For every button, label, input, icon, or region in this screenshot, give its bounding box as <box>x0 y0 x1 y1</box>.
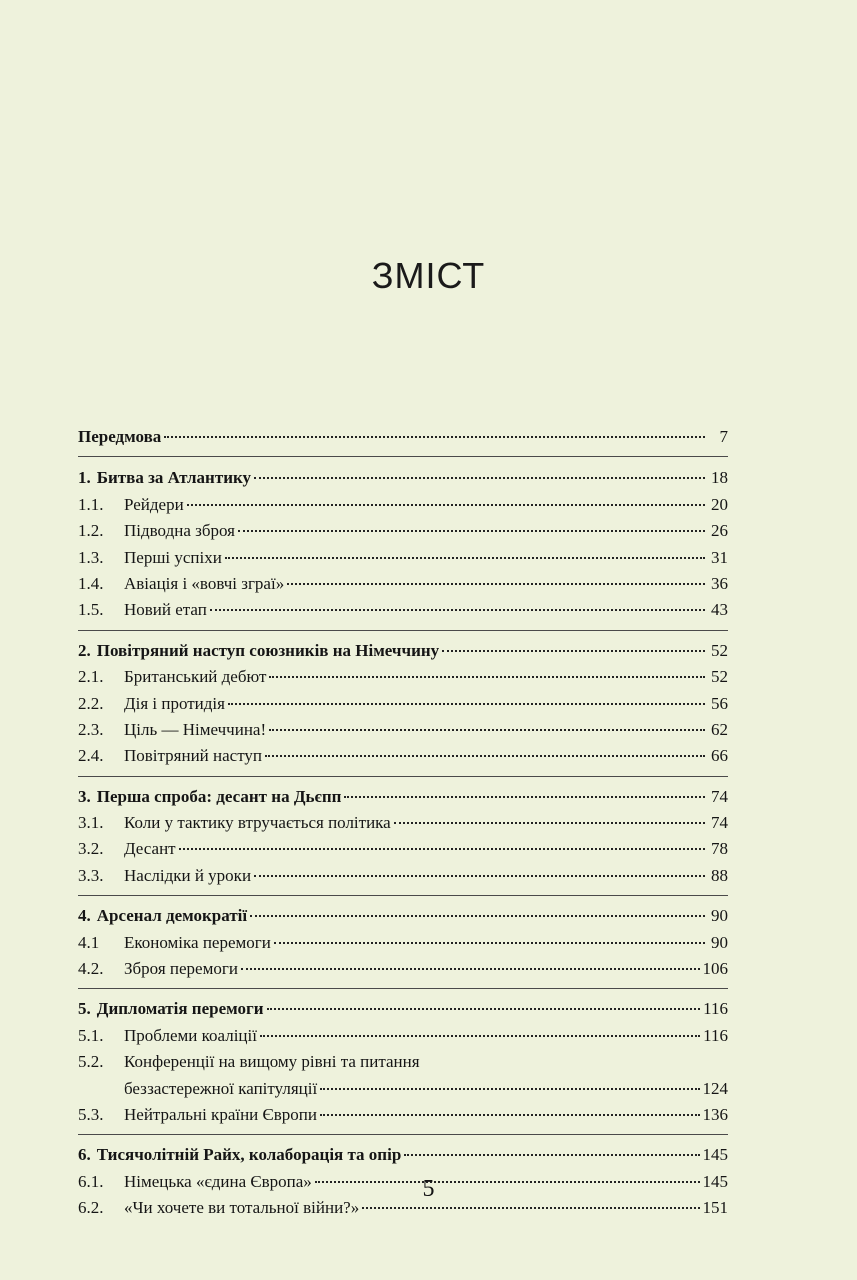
toc-group <box>78 424 728 457</box>
entry-page-number: 106 <box>702 959 728 979</box>
dot-leader <box>269 676 705 678</box>
entry-page-number: 116 <box>703 999 728 1019</box>
entry-title: Передмова <box>78 427 162 446</box>
entry-title: Коли у тактику втручається політика <box>124 813 391 833</box>
entry-page-number: 90 <box>711 932 728 952</box>
entry-page-number: 136 <box>702 1104 728 1124</box>
entry-number: 2.4. <box>78 746 104 766</box>
entry-number: 1.5. <box>78 600 104 620</box>
dot-leader <box>394 822 705 824</box>
entry-page-number: 7 <box>719 427 728 446</box>
dot-leader <box>241 968 700 970</box>
dot-leader <box>404 1154 699 1156</box>
entry-page-number: 56 <box>711 693 728 713</box>
toc-chapter-entry[interactable] <box>78 996 728 1022</box>
entry-title: Новий етап <box>124 600 207 620</box>
dot-leader <box>254 875 705 877</box>
entry-number: 5. <box>78 999 91 1019</box>
toc-section-entry[interactable] <box>78 518 728 544</box>
entry-title: Дипломатія перемоги <box>96 999 264 1019</box>
toc-chapter-entry[interactable] <box>78 1142 728 1168</box>
dot-leader <box>250 915 705 917</box>
entry-number: 5.2. <box>78 1052 104 1072</box>
dot-leader <box>320 1114 700 1116</box>
dot-leader <box>210 609 705 611</box>
dot-leader <box>260 1035 700 1037</box>
entry-page-number: 20 <box>711 494 728 514</box>
entry-title: Підводна зброя <box>124 521 235 541</box>
dot-leader <box>362 1207 699 1209</box>
entry-page-number: 74 <box>711 813 728 833</box>
entry-page-number: 52 <box>711 640 728 660</box>
toc-group <box>78 996 728 1135</box>
dot-leader <box>442 650 705 652</box>
toc-section-entry[interactable] <box>78 597 728 623</box>
entry-title: Перші успіхи <box>124 547 222 567</box>
dot-leader <box>187 504 705 506</box>
bleed-through-text <box>70 100 750 192</box>
entry-title: Ціль — Німеччина! <box>124 719 267 739</box>
toc-group <box>78 638 728 777</box>
dot-leader <box>225 557 705 559</box>
toc-section-entry[interactable] <box>78 930 728 956</box>
entry-page-number: 116 <box>703 1025 728 1045</box>
entry-title: Проблеми коаліції <box>124 1025 257 1045</box>
entry-number: 6.1. <box>78 1171 104 1191</box>
toc-section-entry[interactable] <box>78 571 728 597</box>
entry-number: 4.1 <box>78 932 100 952</box>
dot-leader <box>320 1088 699 1090</box>
entry-number: 1.2. <box>78 521 104 541</box>
dot-leader <box>267 1008 701 1010</box>
dot-leader <box>228 703 705 705</box>
entry-title: Німецька «єдина Європа» <box>124 1171 312 1191</box>
entry-page-number: 74 <box>711 786 728 806</box>
toc-section-entry[interactable] <box>78 810 728 836</box>
toc-chapter-entry[interactable] <box>78 465 728 491</box>
entry-title: Авіація і «вовчі зграї» <box>124 573 285 593</box>
entry-title: Зброя перемоги <box>124 959 238 979</box>
entry-page-number: 26 <box>711 521 728 541</box>
entry-page-number: 88 <box>711 865 728 885</box>
entry-number: 5.3. <box>78 1104 104 1124</box>
entry-number: 1.4. <box>78 573 104 593</box>
entry-page-number: 66 <box>711 746 728 766</box>
entry-page-number: 145 <box>702 1171 728 1191</box>
toc-section-entry[interactable] <box>78 1102 728 1128</box>
toc-section-entry[interactable] <box>78 717 728 743</box>
table-of-contents <box>78 424 728 1235</box>
entry-title: Конференції на вищому рівні та питання <box>124 1052 420 1072</box>
entry-page-number: 43 <box>711 600 728 620</box>
toc-section-entry[interactable] <box>78 863 728 889</box>
entry-page-number: 90 <box>711 906 728 926</box>
entry-title: Дія і протидія <box>124 693 225 713</box>
toc-section-entry[interactable] <box>78 691 728 717</box>
entry-title: Тисячолітній Райх, колаборація та опір <box>96 1145 402 1165</box>
entry-number: 2.2. <box>78 693 104 713</box>
entry-number: 3. <box>78 786 91 806</box>
entry-page-number: 78 <box>711 839 728 859</box>
entry-title: Битва за Атлантику <box>96 468 252 488</box>
entry-page-number: 31 <box>711 547 728 567</box>
entry-title: Нейтральні країни Європи <box>124 1104 317 1124</box>
toc-section-entry[interactable] <box>78 1023 728 1049</box>
entry-title: Повітряний наступ <box>124 746 263 766</box>
toc-section-entry[interactable] <box>78 1049 728 1075</box>
toc-section-entry[interactable] <box>78 492 728 518</box>
toc-group <box>78 465 728 630</box>
entry-number: 2.3. <box>78 719 104 739</box>
entry-title: Арсенал демократії <box>96 906 248 926</box>
dot-leader <box>265 755 705 757</box>
toc-section-entry[interactable] <box>78 664 728 690</box>
dot-leader <box>344 796 705 798</box>
entry-page-number: 151 <box>702 1198 728 1218</box>
entry-page-number: 145 <box>702 1145 728 1165</box>
entry-title: Повітряний наступ союзників на Німеччину <box>96 640 440 660</box>
page-title: ЗМІСТ <box>371 255 486 296</box>
dot-leader <box>238 530 705 532</box>
entry-number: 3.2. <box>78 839 104 859</box>
page-number: 5 <box>422 1176 435 1202</box>
toc-section-entry[interactable] <box>78 956 728 982</box>
toc-chapter-entry[interactable] <box>78 784 728 810</box>
entry-page-number: 52 <box>711 667 728 687</box>
entry-number: 4.2. <box>78 959 104 979</box>
entry-page-number: 62 <box>711 719 728 739</box>
dot-leader <box>269 729 705 731</box>
entry-number: 2.1. <box>78 667 104 687</box>
toc-chapter-entry[interactable] <box>78 903 728 929</box>
toc-section-entry[interactable] <box>78 1076 728 1102</box>
toc-group <box>78 903 728 989</box>
entry-title: Наслідки й уроки <box>124 865 252 885</box>
entry-page-number: 36 <box>711 573 728 593</box>
entry-title: Економіка перемоги <box>124 932 271 952</box>
entry-number: 3.3. <box>78 865 104 885</box>
dot-leader <box>164 436 705 438</box>
entry-number: 4. <box>78 906 91 926</box>
entry-number: 6.2. <box>78 1198 104 1218</box>
entry-number: 2. <box>78 640 91 660</box>
entry-number: 6. <box>78 1145 91 1165</box>
dot-leader <box>179 848 705 850</box>
toc-section-entry[interactable] <box>78 545 728 571</box>
entry-title: Десант <box>124 839 176 859</box>
toc-chapter-entry[interactable] <box>78 424 728 450</box>
toc-section-entry[interactable] <box>78 836 728 862</box>
entry-page-number: 124 <box>702 1078 728 1098</box>
entry-number: 5.1. <box>78 1025 104 1045</box>
entry-number: 1. <box>78 468 91 488</box>
toc-chapter-entry[interactable] <box>78 638 728 664</box>
dot-leader <box>287 583 705 585</box>
dot-leader <box>274 942 705 944</box>
entry-title: Британський дебют <box>124 667 267 687</box>
entry-number: 1.1. <box>78 494 104 514</box>
entry-title: беззастережної капітуляції <box>124 1078 318 1098</box>
dot-leader <box>254 477 705 479</box>
entry-number: 3.1. <box>78 813 104 833</box>
entry-title: «Чи хочете ви тотальної війни?» <box>124 1198 360 1218</box>
entry-number: 1.3. <box>78 547 104 567</box>
entry-title: Рейдери <box>124 494 184 514</box>
toc-group <box>78 784 728 897</box>
entry-page-number: 18 <box>711 468 728 488</box>
toc-section-entry[interactable] <box>78 743 728 769</box>
entry-title: Перша спроба: десант на Дьєпп <box>96 786 342 806</box>
